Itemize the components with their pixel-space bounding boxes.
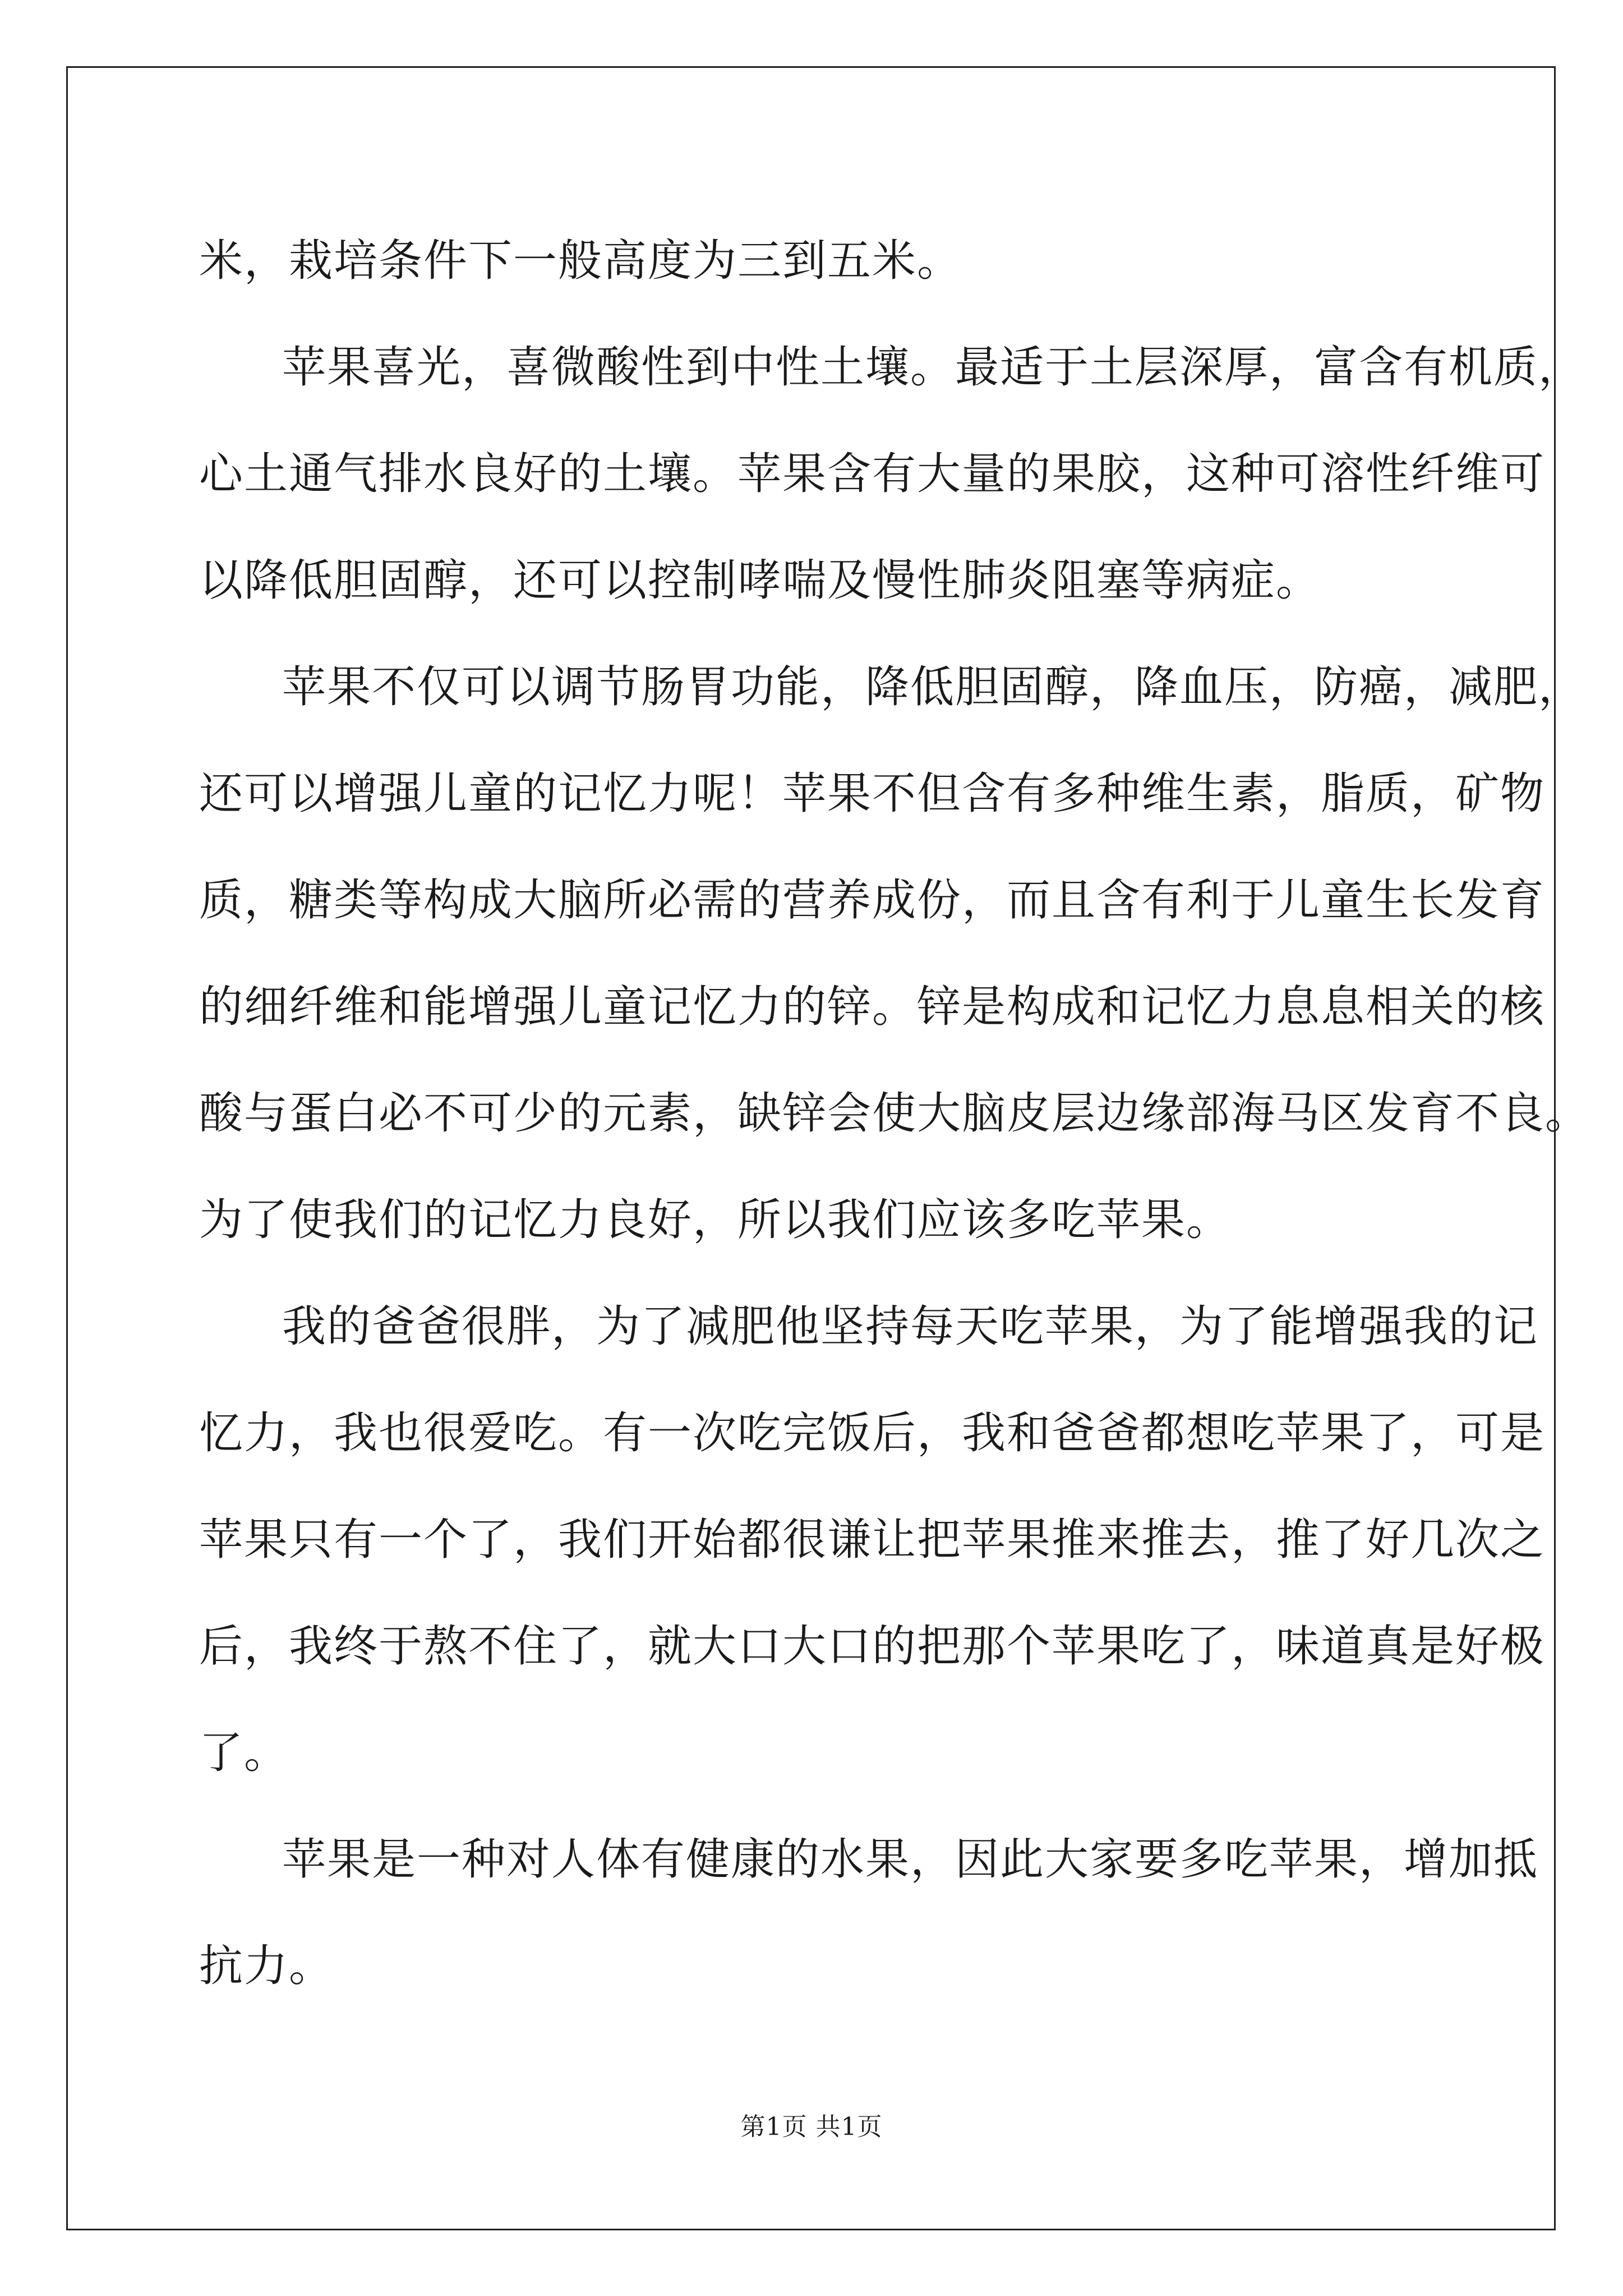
text-line: 苹果只有一个了，我们开始都很谦让把苹果推来推去，推了好几次之 [199,1515,1546,1565]
text-line: 的细纤维和能增强儿童记忆力的锌。锌是构成和记忆力息息相关的核 [199,982,1546,1032]
text-line: 质，糖类等构成大脑所必需的营养成份，而且含有利于儿童生长发育 [199,875,1546,926]
text-line: 以降低胆固醇，还可以控制哮喘及慢性肺炎阻塞等病症。 [199,555,1321,606]
text-line: 忆力，我也很爱吃。有一次吃完饭后，我和爸爸都想吃苹果了，可是 [199,1408,1546,1458]
page-footer: 第1页 共1页 [740,2113,883,2141]
text-line: 为了使我们的记忆力良好，所以我们应该多吃苹果。 [199,1195,1232,1245]
paragraph-start-line: 苹果喜光，喜微酸性到中性土壤。最适于土层深厚，富含有机质， [282,342,1584,393]
text-line: 还可以增强儿童的记忆力呢！苹果不但含有多种维生素，脂质，矿物 [199,769,1546,819]
text-line: 后，我终于熬不住了，就大口大口的把那个苹果吃了，味道真是好极 [199,1621,1546,1672]
paragraph-start-line: 我的爸爸很胖，为了减肥他坚持每天吃苹果，为了能增强我的记 [282,1301,1539,1352]
text-line: 米，栽培条件下一般高度为三到五米。 [199,236,962,286]
text-line: 酸与蛋白必不可少的元素，缺锌会使大脑皮层边缘部海马区发育不良。 [199,1088,1590,1139]
document-body [199,208,1590,2019]
text-line: 心土通气排水良好的土壤。苹果含有大量的果胶，这种可溶性纤维可 [199,449,1546,499]
paragraph-start-line: 苹果不仅可以调节肠胃功能，降低胆固醇，降血压，防癌，减肥， [282,662,1584,712]
text-line: 了。 [199,1728,289,1778]
paragraph-start-line: 苹果是一种对人体有健康的水果，因此大家要多吃苹果，增加抵 [282,1834,1539,1885]
text-line: 抗力。 [199,1941,334,1991]
